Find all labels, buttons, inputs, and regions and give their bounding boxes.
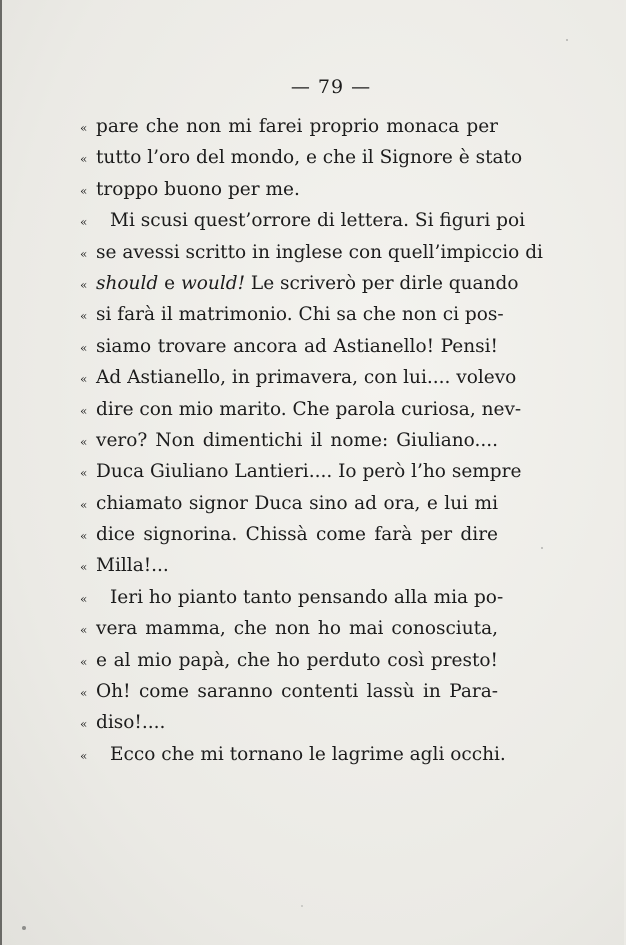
quote-mark: « [80,654,88,669]
line-text: troppo buono per me. [96,178,300,200]
quote-mark: « [80,340,88,355]
text-line [80,237,543,268]
quote-mark: « [80,403,88,418]
text-line [80,707,498,738]
line-text: vera mamma, che non ho mai conosciuta, [96,618,498,640]
text-line [80,488,498,519]
quote-mark: « [80,309,88,324]
text-line [80,676,498,707]
quote-mark: « [80,529,88,544]
text-line [80,174,498,205]
line-text: diso!.... [96,712,166,734]
text-line [80,331,498,362]
quote-mark: « [80,246,88,261]
quote-mark: « [80,686,88,701]
quote-mark: « [80,560,88,575]
quote-mark: « [80,591,88,606]
text-line [80,550,498,581]
line-text: pare che non mi farei proprio monaca per [96,116,498,137]
text-line [80,142,523,173]
quote-mark: « [80,497,88,512]
line-text: Ecco che mi tornano le lagrime agli occhi. [110,743,506,765]
quote-mark: « [80,434,88,449]
text-line [80,394,522,425]
quote-mark: « [80,183,88,198]
text-line [80,739,506,770]
line-text: Milla!... [96,555,169,577]
italic-word-would: would! [180,272,246,294]
line-text: siamo trovare ancora ad Astianello! Pensi! [96,335,498,357]
text-line [80,299,504,330]
page-number: — 79 — [290,76,372,98]
line-text: e al mio papà, che ho perduto così presto! [96,649,498,671]
line-text: tutto l’oro del mondo, e che il Signore è stato [96,147,523,169]
text-line [80,205,526,236]
text-line [80,582,504,613]
italic-word-should: should [96,272,159,294]
quote-mark: « [80,372,88,387]
text-line [80,362,517,393]
body-text [80,111,543,770]
line-text: vero? Non dimentichi il nome: Giuliano.... [96,429,498,451]
quote-mark: « [80,152,88,167]
text-line [80,456,522,487]
text-line [80,268,519,299]
line-text [96,268,518,299]
quote-mark: « [80,623,88,638]
line-text: chiamato signor Duca sino ad ora, e lui mi [96,492,498,514]
text-line [80,519,498,550]
line-text: Ad Astianello, in primavera, con lui.... volevo [96,367,517,389]
line-text: Ieri ho pianto tanto pensando alla mia po- [110,586,504,608]
quote-mark: « [80,121,88,135]
quote-mark: « [80,466,88,481]
line-text: se avessi scritto in inglese con quell’impiccio di [96,241,543,263]
text-line [80,425,498,456]
line-text: Mi scusi quest’orrore di lettera. Si figuri poi [110,210,526,232]
line-text: dice signorina. Chissà come farà per dire [96,524,498,546]
text-line [80,613,498,644]
text-line [80,111,498,142]
text-line [80,645,498,676]
line-text: si farà il matrimonio. Chi sa che non ci pos- [96,304,504,326]
line-text-mid: e [158,272,181,294]
line-text-rest: Le scriverò per dirle quando [245,272,519,294]
line-text: dire con mio marito. Che parola curiosa, nev- [96,398,522,420]
quote-mark: « [80,277,88,292]
line-text: Oh! come saranno contenti lassù in Para- [96,681,498,703]
quote-mark: « [80,215,88,230]
line-text: Duca Giuliano Lantieri.... Io però l’ho sempre [96,461,522,483]
quote-mark: « [80,717,88,732]
quote-mark: « [80,748,88,763]
